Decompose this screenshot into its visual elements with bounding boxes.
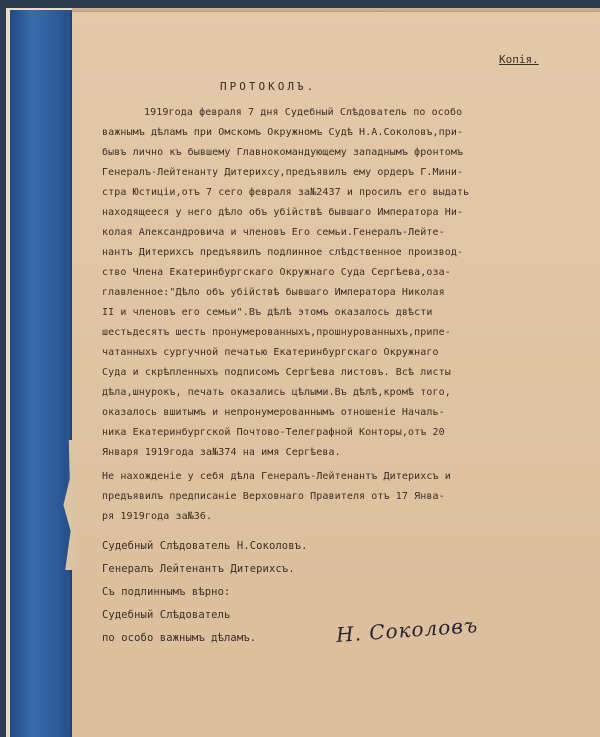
signature-line: Съ подлиннымъ вѣрно: xyxy=(102,586,231,598)
body-line: колая Александровича и членовъ Его семьи.Генералъ-Лейте- xyxy=(102,227,445,238)
blue-folder-cover xyxy=(10,10,72,737)
body-line: II и членовъ его семьи".Въ дѣлѣ этомъ оказалось двѣсти xyxy=(102,307,433,318)
signature-line: Судебный Слѣдователь xyxy=(102,609,231,621)
handwritten-signature: Н. Соколовъ xyxy=(335,613,479,647)
copy-label: Копія. xyxy=(499,53,539,66)
body-line: ря 1919года за№36. xyxy=(102,511,213,522)
body-line: важнымъ дѣламъ при Омскомъ Окружномъ Судѣ Н.А.Соколовъ,при- xyxy=(102,127,464,138)
body-line: главленное:"Дѣло объ убійствѣ бывшаго Императора Николая xyxy=(102,287,445,298)
document-title: ПРОТОКОЛЪ. xyxy=(220,80,317,93)
signature-line: Судебный Слѣдователь Н.Соколовъ. xyxy=(102,540,308,552)
body-line: находящееся у него дѣло объ убійствѣ бывшаго Императора Ни- xyxy=(102,207,464,218)
body-line: Генералъ-Лейтенанту Дитерихсу,предъявилъ ему ордеръ Г.Мини- xyxy=(102,167,464,178)
body-line: бывъ лично къ бывшему Главнокомандующему западнымъ фронтомъ xyxy=(102,147,464,158)
body-line: чатанныхъ сургучной печатью Екатеринбургскаго Окружнаго xyxy=(102,347,439,358)
body-line: Января 1919года за№374 на имя Сергѣева. xyxy=(102,447,341,458)
body-line: предъявилъ предписаніе Верховнаго Правителя отъ 17 Янва- xyxy=(102,491,445,502)
body-line: стра Юстиціи,отъ 7 сего февраля за№2437 и просилъ его выдать xyxy=(102,187,470,198)
body-line: Суда и скрѣпленныхъ подписомъ Сергѣева листовъ. Всѣ листы xyxy=(102,367,451,378)
signature-line: Генералъ Лейтенантъ Дитерихсъ. xyxy=(102,563,295,575)
body-line: ника Екатеринбургской Почтово-Телеграфной Конторы,отъ 20 xyxy=(102,427,445,438)
body-line: Не нахожденіе у себя дѣла Генералъ-Лейтенантъ Дитерихсъ и xyxy=(102,471,451,482)
body-line: 1919года февраля 7 дня Судебный Слѣдователь по особо xyxy=(144,107,463,118)
body-line: оказалось вшитымъ и непронумерованнымъ отношеніе Началь- xyxy=(102,407,445,418)
body-line: нантъ Дитерихсъ предъявилъ подлинное слѣдственное производ- xyxy=(102,247,464,258)
body-line: шестьдесятъ шесть пронумерованныхъ,прошнурованныхъ,припе- xyxy=(102,327,451,338)
body-line: дѣла,шнурокъ, печать оказались цѣлыми.Въ дѣлѣ,кромѣ того, xyxy=(102,387,451,398)
signature-line: по особо важнымъ дѣламъ. xyxy=(102,632,257,644)
body-line: ство Члена Екатеринбургскаго Окружнаго Суда Сергѣева,оза- xyxy=(102,267,451,278)
